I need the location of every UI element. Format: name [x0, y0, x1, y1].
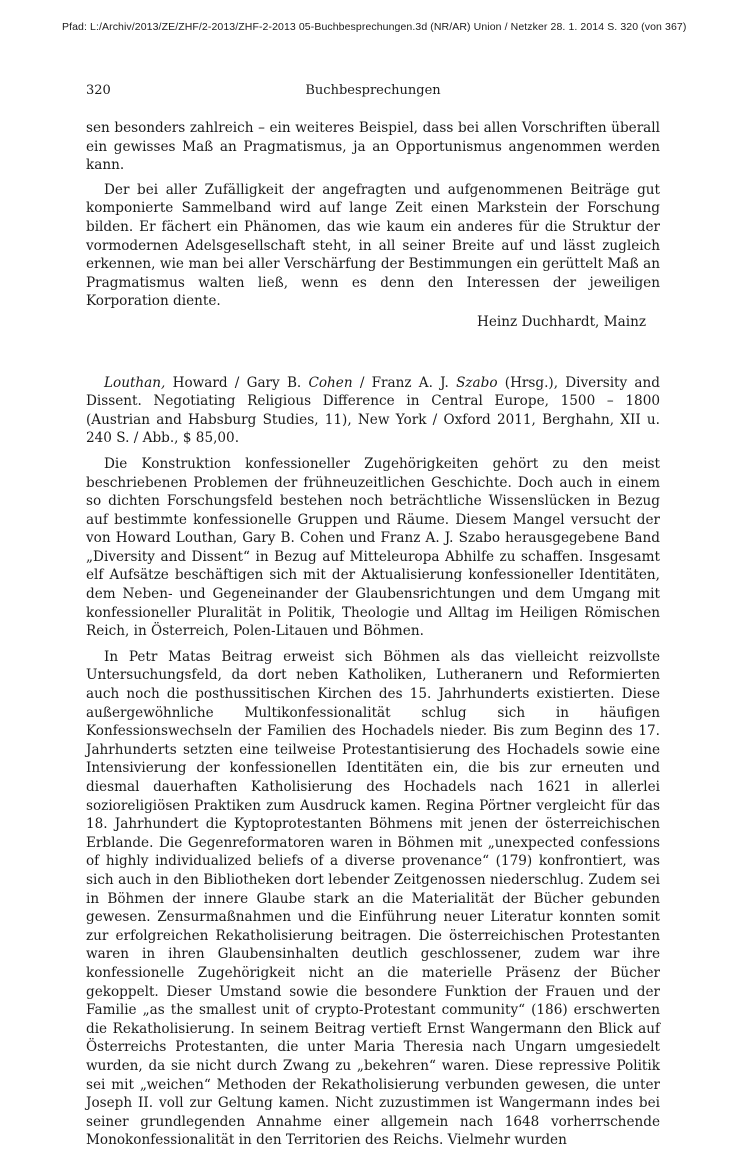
page-header	[86, 83, 660, 101]
paragraph-conclusion: Der bei aller Zufälligkeit der angefragten und aufgenommenen Beiträge gut komponierte Sammelband wird auf lange Zeit einen Markstein der Forschung bilden. Er fächert ein Phänomen, das wie kaum ein anderes für die Struktur der vormodernen Adelsgesellschaft steht, in all seiner Breite auf und lässt zugleich erkennen, wie man bei aller Verschärfung der Bestimmungen ein gerüttelt Maß an Pragmatismus walten ließ, wenn es denn den Interessen der jeweiligen Korporation diente.	[86, 181, 660, 310]
paragraph-continuation: sen besonders zahlreich – ein weiteres Beispiel, dass bei allen Vorschriften überall ein gewisses Maß an Pragmatismus, ja an Opportunismus angenommen werden kann.	[86, 120, 660, 174]
reviewer-signature: Heinz Duchhardt, Mainz	[477, 313, 646, 330]
author-2-surname: Cohen	[308, 374, 353, 391]
file-path-header: Pfad: L:/Archiv/2013/ZE/ZHF/2-2013/ZHF-2-2013 05-Buchbesprechungen.3d (NR/AR) Union / Netzker 28. 1. 2014 S. 320 (von 367)	[62, 21, 687, 33]
author-1-given: Howard / Gary B.	[165, 374, 309, 391]
running-title: Buchbesprechungen	[305, 83, 441, 98]
review-paragraph-2: In Petr Matas Beitrag erweist sich Böhmen als das vielleicht reizvollste Untersuchungsfeld, da dort neben Katholiken, Lutheranern und Reformierten auch noch die posthussitischen Kirchen des 15. Jahrhunderts existierten. Diese außergewöhnliche Multikonfessionalität schlug sich in häufigen Konfessionswechseln der Familien des Hochadels nieder. Bis zum Beginn des 17. Jahrhunderts setzten eine teilweise Protestantisierung des Hochadels sowie eine Intensivierung der konfessionellen Identitäten ein, die bis zur erneuten und diesmal dauerhaften Katholisierung des Hochadels nach 1621 in allerlei sozioreligiösen Praktiken zum Ausdruck kamen. Regina Pörtner vergleicht für das 18. Jahrhundert die Kyptoprotestanten Böhmens mit jenen der österreichischen Erblande. Die Gegenreformatoren waren in Böhmen mit „unexpected confessions of highly individualized beliefs of a diverse provenance“ (179) konfrontiert, was sich auch in den Bibliotheken dort lebender Zeitgenossen niederschlug. Zudem sei in Böhmen der innere Glaube stark an die Materialität der Bücher gebunden gewesen. Zensurmaßnahmen und die Einführung neuer Literatur konnten somit zur erfolgreichen Rekatholisierung beitragen. Die österreichischen Protestanten waren in ihren Glaubensinhalten deutlich geschlossener, zudem war ihre konfessionelle Zugehörigkeit nicht an die materielle Präsenz der Bücher gekoppelt. Dieser Umstand sowie die besondere Funktion der Frauen und der Familie „as the smallest unit of crypto-Protestant community“ (186) erschwerten die Rekatholisierung. In seinem Beitrag vertieft Ernst Wangermann den Blick auf Österreichs Protestanten, die unter Maria Theresia nach Ungarn umgesiedelt wurden, da sie nicht durch Zwang zu „bekehren“ waren. Diese repressive Politik sei mit „weichen“ Methoden der Rekatholisierung verbunden gewesen, die unter Joseph II. voll zur Geltung kamen. Nicht zuzustimmen ist Wangermann indes bei seiner grundlegenden Annahme einer allgemein nach 1648 vorherrschende Monokonfessionalität in den Territorien des Reichs. Vielmehr wurden	[86, 648, 660, 1149]
page-number: 320	[86, 83, 111, 98]
review-citation	[86, 374, 660, 448]
author-2-given: / Franz A. J.	[352, 374, 457, 391]
citation-details: (Hrsg.), Diversity and Dissent. Negotiating Religious Difference in Central Europe, 1500 – 1800 (Austrian and Habsburg Studies, 11), New York / Oxford 2011, Berghahn, XII u. 240 S. / Abb., $ 85,00.	[86, 374, 660, 447]
author-3-surname: Szabo	[456, 374, 498, 391]
author-1-surname: Louthan,	[104, 374, 166, 391]
page-body	[86, 119, 660, 1150]
review-paragraph-1: Die Konstruktion konfessioneller Zugehörigkeiten gehört zu den meist beschriebenen Problemen der frühneuzeitlichen Geschichte. Doch auch in einem so dichten Forschungsfeld bestehen noch beträchtliche Wissenslücken in Bezug auf bestimmte konfessionelle Gruppen und Räume. Diesem Mangel versucht der von Howard Louthan, Gary B. Cohen und Franz A. J. Szabo herausgegebene Band „Diversity and Dissent“ in Bezug auf Mitteleuropa Abhilfe zu schaffen. Insgesamt elf Aufsätze beschäftigen sich mit der Aktualisierung konfessioneller Identitäten, dem Neben- und Gegeneinander der Glaubensrichtungen und dem Umgang mit konfessioneller Pluralität in Politik, Theologie und Alltag im Heiligen Römischen Reich, in Österreich, Polen-Litauen und Böhmen.	[86, 455, 660, 640]
